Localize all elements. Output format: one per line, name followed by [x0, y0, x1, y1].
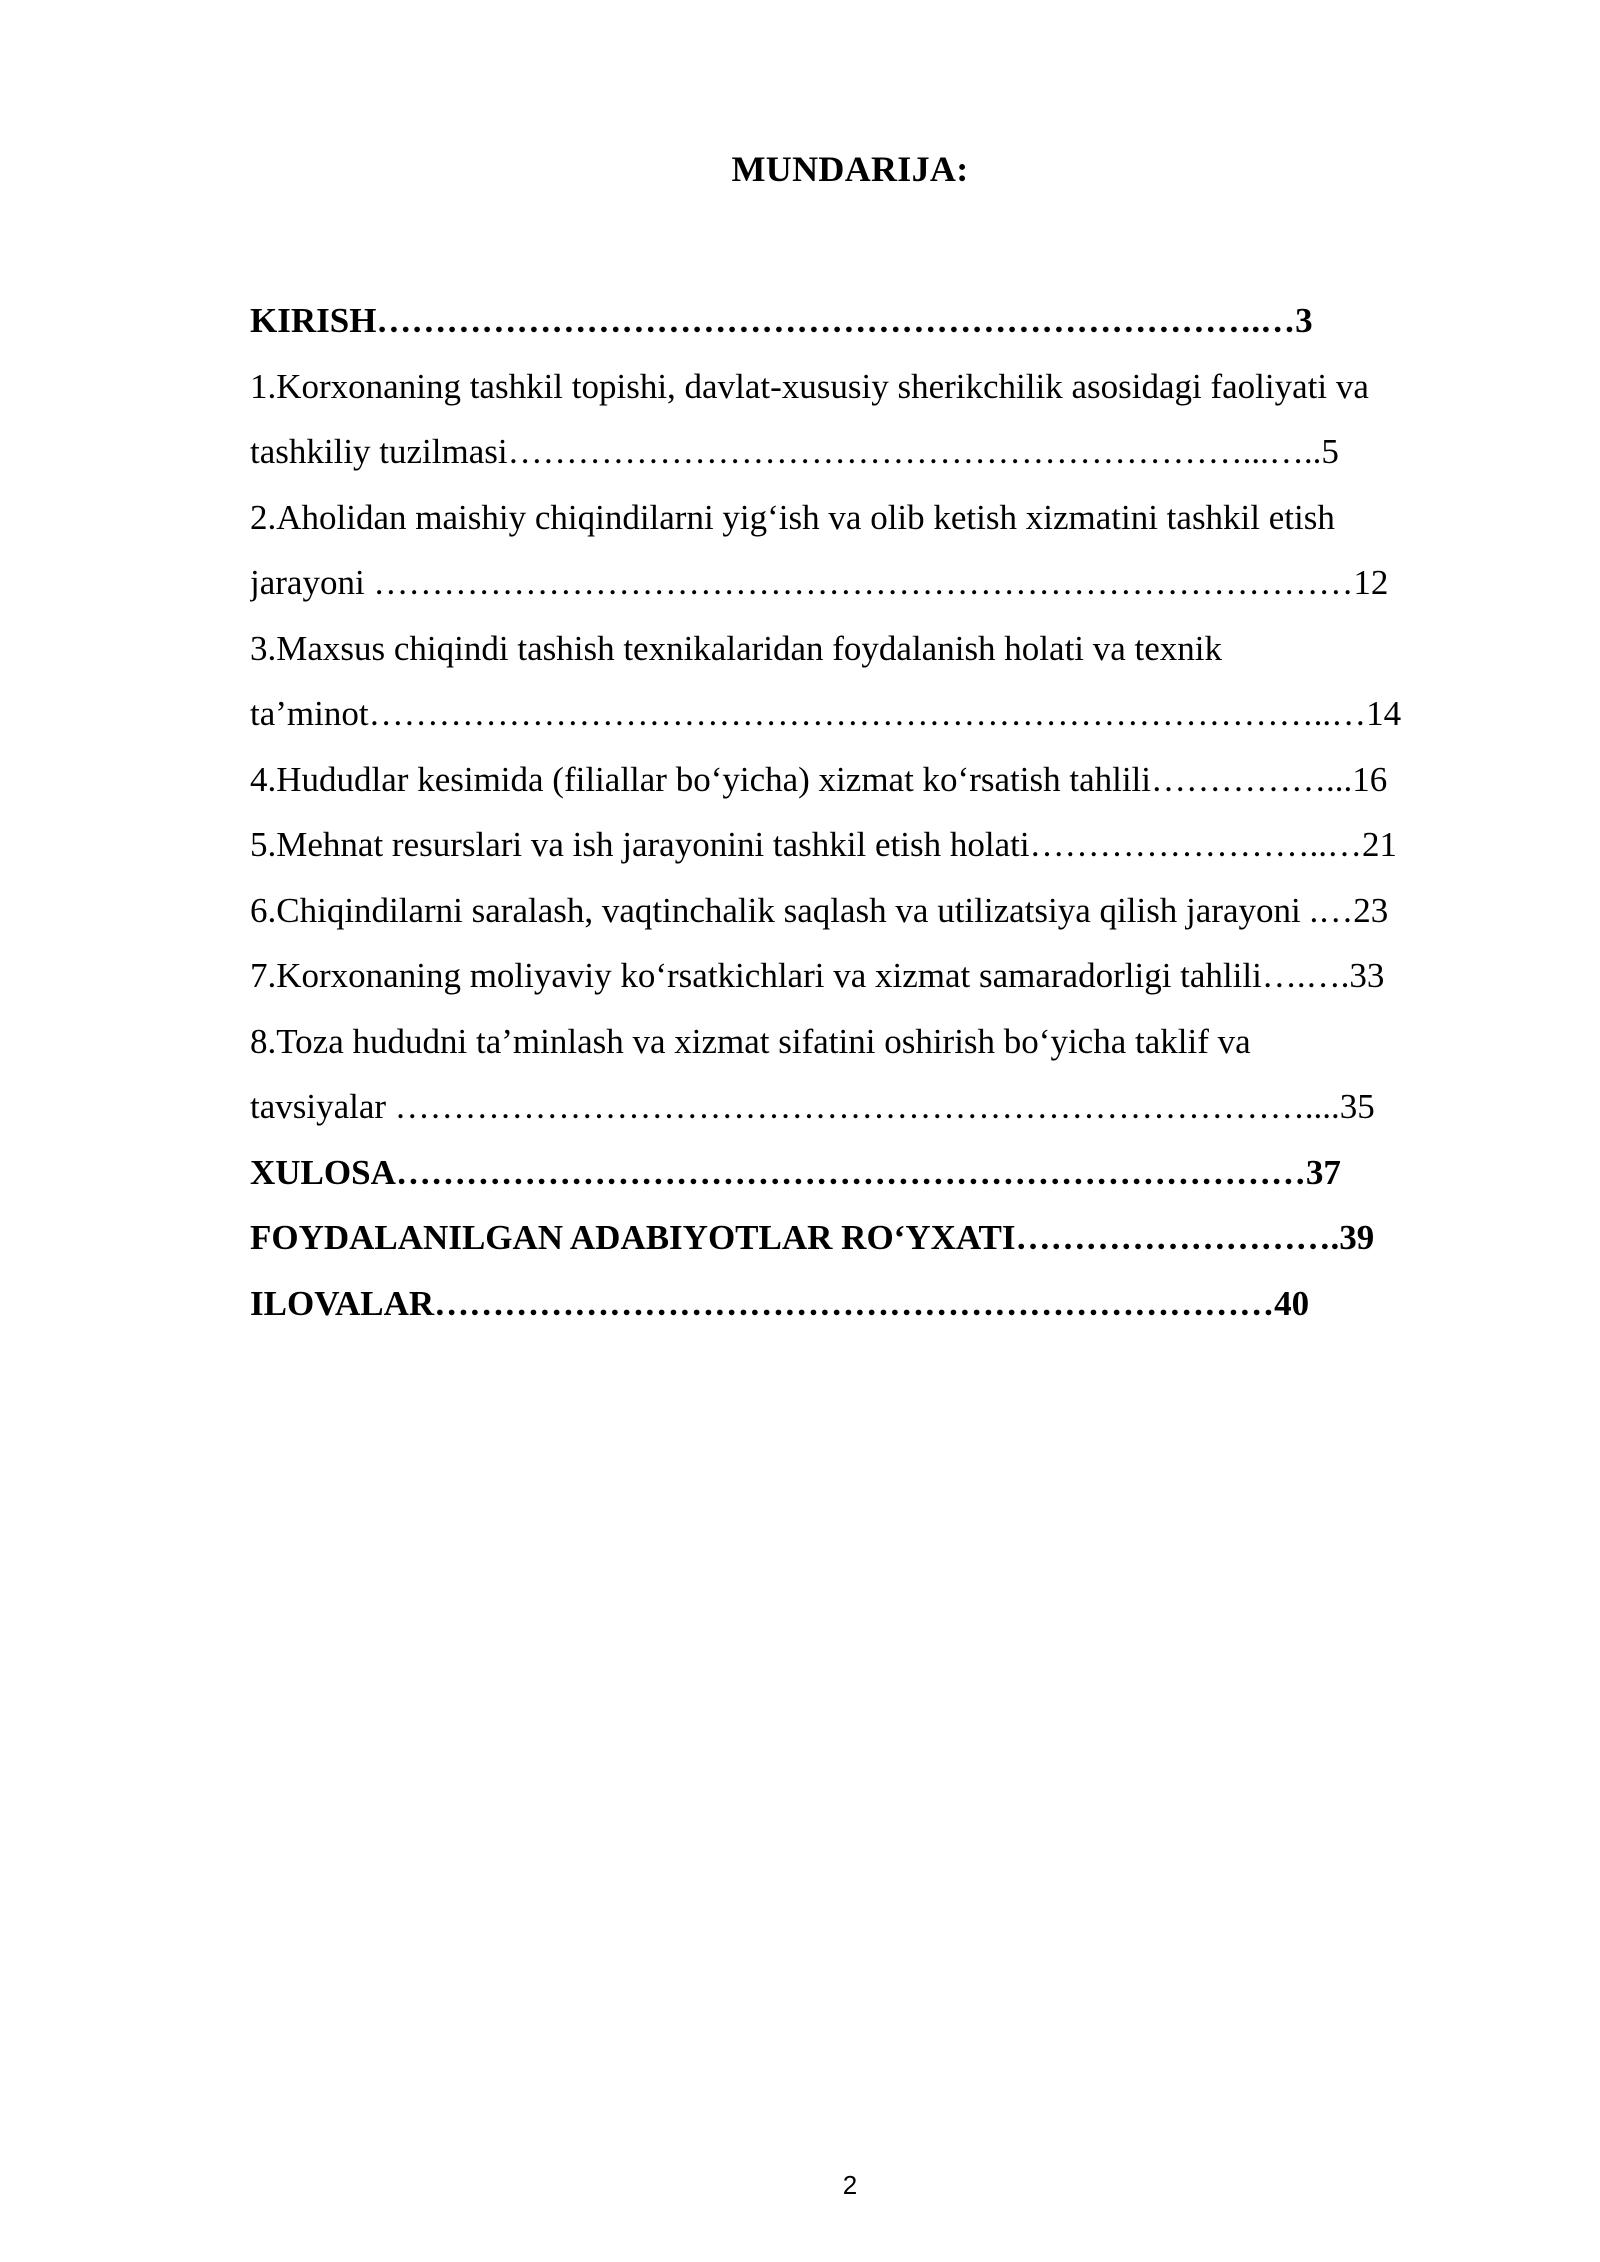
table-of-contents	[250, 288, 1490, 1336]
toc-line: 8.Toza hududni ta’minlash va xizmat sifatini oshirish bo‘yicha taklif va	[250, 1021, 1251, 1061]
toc-line: 3.Maxsus chiqindi tashish texnikalaridan foydalanish holati va texnik	[250, 628, 1223, 668]
toc-line: ILOVALAR………………………………………………………………40	[250, 1283, 1310, 1323]
toc-line: FOYDALANILGAN ADABIYOTLAR RO‘YXATI……………………….39	[250, 1218, 1375, 1257]
toc-line: tavsiyalar ……………………………………………………………………....35	[250, 1087, 1375, 1126]
toc-line: 4.Hududlar kesimida (filiallar bo‘yicha) xizmat ko‘rsatish tahlili……………...16	[250, 759, 1388, 799]
toc-line: jarayoni …………………………………………………………………………12	[250, 563, 1389, 602]
toc-line: ta’minot………………………………………………………………………..…14	[250, 694, 1402, 733]
toc-line: 1.Korxonaning tashkil topishi, davlat-xususiy sherikchilik asosidagi faoliyati va	[250, 366, 1369, 406]
toc-line: KIRISH………………………………………………………………….…3	[250, 301, 1313, 340]
toc-line: 2.Aholidan maishiy chiqindilarni yig‘ish va olib ketish xizmatini tashkil etish	[250, 497, 1335, 537]
toc-line: 7.Korxonaning moliyaviy ko‘rsatkichlari va xizmat samaradorligi tahlili….….33	[250, 956, 1385, 995]
page-number: 2	[842, 2170, 858, 2200]
toc-line: 5.Mehnat resurslari va ish jarayonini tashkil etish holati……………………..…21	[250, 825, 1398, 864]
page-title: MUNDARIJA:	[731, 149, 969, 189]
toc-line: 6.Chiqindilarni saralash, vaqtinchalik saqlash va utilizatsiya qilish jarayoni .…23	[250, 890, 1389, 930]
toc-line: tashkiliy tuzilmasi………………………………………………………...…..5	[250, 432, 1339, 471]
toc-line: XULOSA……………………………………………………………………37	[250, 1152, 1341, 1192]
